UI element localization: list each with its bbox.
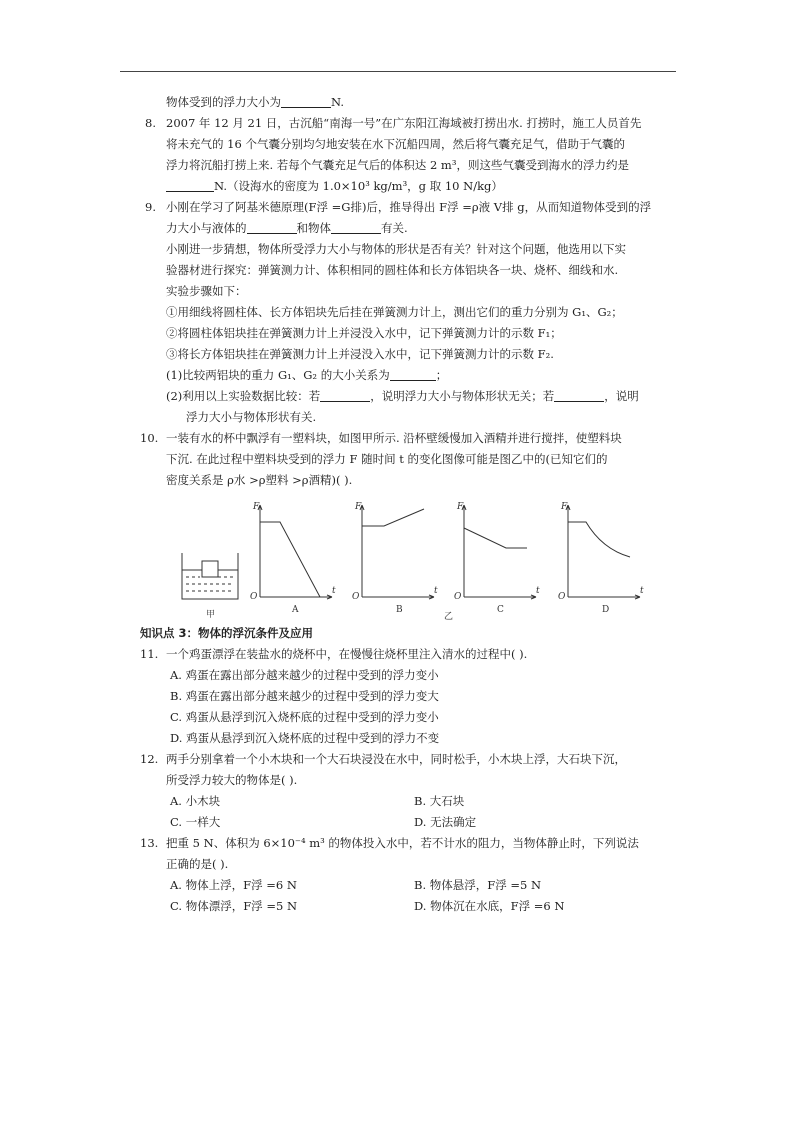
q11-option-c[interactable]: C. 鸡蛋从悬浮到沉入烧杯底的过程中受到的浮力变小: [170, 710, 439, 724]
q12-text-1: 两手分别拿着一个小木块和一个大石块浸没在水中，同时松手，小木块上浮，大石块下沉，: [166, 752, 626, 766]
q11-number: 11.: [140, 647, 159, 661]
q7-tail: [146, 92, 680, 113]
q13-text-1: 把重 5 N、体积为 6×10⁻⁴ m³ 的物体投入水中，若不计水的阻力，当物体静止时，下列说法: [166, 836, 639, 850]
q9-step-1-text: ①用细线将圆柱体、长方体铝块先后挂在弹簧测力计上，测出它们的重力分别为 G₁、G₂；: [166, 305, 623, 319]
q9-step-1: [146, 302, 680, 323]
graph-c-label: C: [497, 605, 504, 615]
q9-sub-1: [146, 365, 680, 386]
q13-number: 13.: [140, 836, 159, 850]
q9-blank-2[interactable]: [331, 220, 381, 234]
q9-sub-2-line-2: [146, 407, 680, 428]
graph-c-t-label: t: [536, 586, 540, 596]
q13-text-2: 正确的是( ).: [166, 857, 229, 871]
q9-step-2-text: ②将圆柱体铝块挂在弹簧测力计上并浸没入水中，记下弹簧测力计的示数 F₁；: [166, 326, 562, 340]
q11-option-a[interactable]: A. 鸡蛋在露出部分越来越少的过程中受到的浮力变小: [170, 668, 439, 682]
q9-text-2c: 有关.: [381, 221, 408, 235]
q10-number: 10.: [140, 431, 159, 445]
q12-options-row-1: [146, 791, 680, 812]
graph-d-f-label: F: [561, 502, 568, 512]
q8-text-2: 将未充气的 16 个气囊分别均匀地安装在水下沉船四周，然后将气囊充足气，借助于气囊的: [166, 137, 625, 151]
q12-option-a[interactable]: A. 小木块: [170, 794, 221, 808]
q12-options-row-2: [146, 812, 680, 833]
q8-line-2: [146, 134, 680, 155]
q10-diagrams: [146, 495, 680, 623]
q9-line-2: [146, 218, 680, 239]
q13-option-b[interactable]: B. 物体悬浮，F浮 =5 N: [414, 878, 542, 892]
q9-sub-1-text: (1)比较两铝块的重力 G₁、G₂ 的大小关系为: [166, 368, 390, 382]
graph-b-label: B: [396, 605, 403, 615]
graph-b: [360, 505, 434, 599]
q9-blank-4[interactable]: [320, 388, 370, 402]
q9-line-4: [146, 260, 680, 281]
graph-a: [258, 505, 332, 599]
graph-d: [566, 505, 640, 599]
graph-a-curve: [260, 522, 320, 597]
q11-stem-text: 一个鸡蛋漂浮在装盐水的烧杯中，在慢慢往烧杯里注入清水的过程中( ).: [166, 647, 528, 661]
q9-text-2b: 和物体: [296, 221, 331, 235]
q12-number: 12.: [140, 752, 159, 766]
section-heading: 知识点 3：物体的浮沉条件及应用: [140, 626, 314, 640]
q10-text-2: 下沉. 在此过程中塑料块受到的浮力 F 随时间 t 的变化图像可能是图乙中的(已知它们的: [166, 452, 608, 466]
q10-text-3: 密度关系是 ρ水 >ρ塑料 >ρ酒精)( ).: [166, 473, 353, 487]
q9-number: 9.: [145, 200, 156, 214]
q7-unit: N.: [331, 95, 344, 109]
q13-option-c[interactable]: C. 物体漂浮，F浮 =5 N: [170, 899, 298, 913]
q8-text-3: 浮力将沉船打捞上来. 若每个气囊充足气后的体积达 2 m³，则这些气囊受到海水的浮力约是: [166, 158, 629, 172]
plastic-block: [202, 561, 218, 577]
q9-step-3: [146, 344, 680, 365]
q8-text-1: 2007 年 12 月 21 日，古沉船“南海一号”在广东阳江海域被打捞出水. 打捞时，施工人员首先: [166, 116, 642, 130]
graph-b-origin: O: [352, 592, 360, 602]
q12-text-2: 所受浮力较大的物体是( ).: [166, 773, 298, 787]
graph-a-t-label: t: [332, 586, 336, 596]
graph-c: [462, 505, 536, 599]
q9-sub-1-end: ；: [435, 368, 448, 382]
fig-label-yi: 乙: [444, 612, 454, 622]
q11-option-d[interactable]: D. 鸡蛋从悬浮到沉入烧杯底的过程中受到的浮力不变: [170, 731, 440, 745]
q13-options-row-2: [146, 896, 680, 917]
graph-a-origin: O: [250, 592, 258, 602]
graph-c-origin: O: [454, 592, 462, 602]
q12-option-b[interactable]: B. 大石块: [414, 794, 465, 808]
q8-line-1: [146, 113, 680, 134]
worksheet-page: [140, 92, 680, 917]
q10-line-1: [140, 428, 680, 449]
q10-text-1: 一装有水的杯中飘浮有一塑料块，如图甲所示. 沿杯壁缓慢加入酒精并进行搅拌，使塑料块: [166, 431, 622, 445]
q12-option-c[interactable]: C. 一样大: [170, 815, 221, 829]
graph-d-origin: O: [558, 592, 566, 602]
q9-step-3-text: ③将长方体铝块挂在弹簧测力计上并浸没入水中，记下弹簧测力计的示数 F₂.: [166, 347, 554, 361]
q9-step-2: [146, 323, 680, 344]
q9-sub-2b: ，说明浮力大小与物体形状无关；若: [370, 389, 555, 403]
q9-sub-2: [146, 386, 680, 407]
graph-a-label: A: [292, 605, 299, 615]
graph-b-t-label: t: [434, 586, 438, 596]
q10-line-2: [146, 449, 680, 470]
q8-line-4: [146, 176, 680, 197]
q9-text-5: 实验步骤如下：: [166, 284, 247, 298]
header-rule: [120, 71, 676, 72]
q9-blank-1[interactable]: [247, 220, 297, 234]
q13-line-1: [140, 833, 680, 854]
q13-option-d[interactable]: D. 物体沉在水底，F浮 =6 N: [414, 899, 565, 913]
q13-line-2: [146, 854, 680, 875]
graph-b-curve: [362, 509, 424, 526]
q8-line-3: [146, 155, 680, 176]
q9-blank-5[interactable]: [554, 388, 604, 402]
q7-text: 物体受到的浮力大小为: [166, 95, 281, 109]
q9-line-3: [146, 239, 680, 260]
graph-d-t-label: t: [640, 586, 644, 596]
q8-number: 8.: [145, 116, 156, 130]
q9-blank-3[interactable]: [390, 367, 436, 381]
q11-option-b[interactable]: B. 鸡蛋在露出部分越来越少的过程中受到的浮力变大: [170, 689, 439, 703]
q12-option-d[interactable]: D. 无法确定: [414, 815, 477, 829]
q12-line-2: [146, 770, 680, 791]
q9-sub-2c: ，说明: [604, 389, 639, 403]
graph-d-label: D: [602, 605, 610, 615]
q9-line-5: [146, 281, 680, 302]
q9-text-3: 小刚进一步猜想，物体所受浮力大小与物体的形状是否有关？针对这个问题，他选用以下实: [166, 242, 626, 256]
q8-text-4: N.（设海水的密度为 1.0×10³ kg/m³，g 取 10 N/kg）: [214, 179, 503, 193]
graph-d-curve: [568, 522, 630, 557]
q9-sub-2-text-2: 浮力大小与物体形状有关.: [186, 410, 317, 424]
q9-text-2a: 力大小与液体的: [166, 221, 247, 235]
q8-blank[interactable]: [166, 178, 214, 192]
graph-c-f-label: F: [457, 502, 464, 512]
q9-text-1: 小刚在学习了阿基米德原理(F浮 =G排)后，推导得出 F浮 =ρ液 V排 g，从而知道物体受到的浮: [166, 200, 652, 214]
q13-options-row-1: [146, 875, 680, 896]
fig-label-jia: 甲: [206, 610, 216, 620]
q11-stem: [140, 644, 680, 665]
q9-sub-2a: (2)利用以上实验数据比较：若: [166, 389, 321, 403]
graph-c-curve: [464, 528, 527, 548]
graph-a-f-label: F: [253, 502, 260, 512]
q9-line-1: [146, 197, 680, 218]
q10-figure: [146, 495, 680, 623]
q13-option-a[interactable]: A. 物体上浮，F浮 =6 N: [170, 878, 297, 892]
beaker-diagram: [182, 553, 238, 599]
q10-line-3: [146, 470, 680, 491]
q9-text-4: 验器材进行探究：弹簧测力计、体积相同的圆柱体和长方体铝块各一块、烧杯、细线和水.: [166, 263, 619, 277]
q7-blank[interactable]: [281, 94, 331, 108]
q12-line-1: [140, 749, 680, 770]
graph-b-f-label: F: [355, 502, 362, 512]
